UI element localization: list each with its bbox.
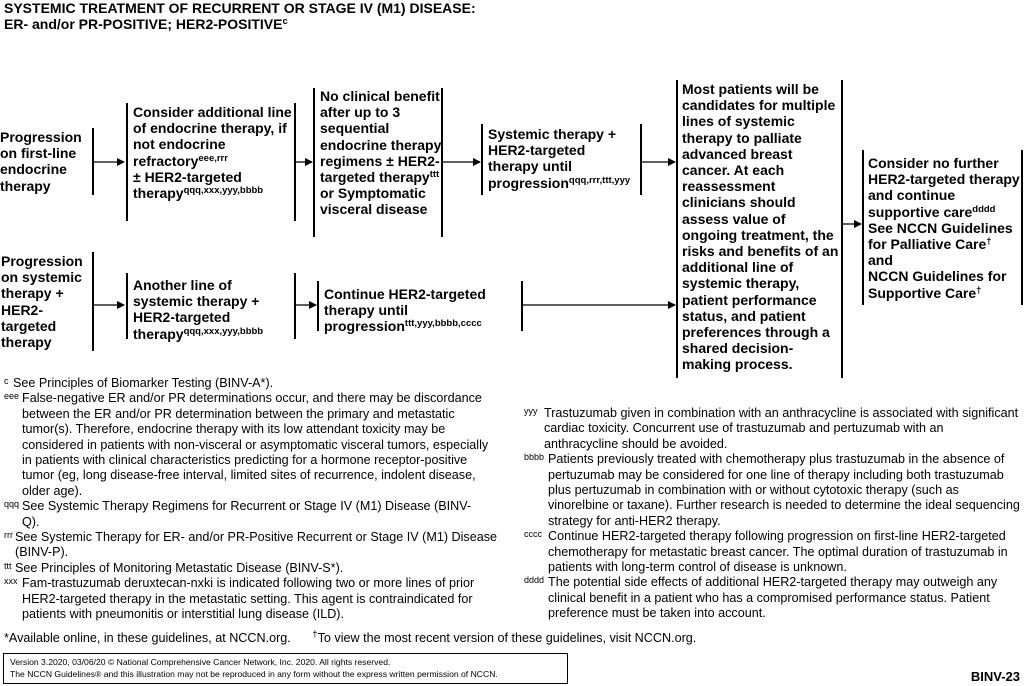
footnote-qqq (4, 499, 514, 530)
footnote-key: yyy (524, 406, 538, 416)
another-line-box (133, 277, 293, 342)
continue-her2-text: Continue HER2-targeted therapy until progression (324, 286, 486, 335)
online-note-text: *Available online, in these guidelines, at NCCN.org. (4, 631, 291, 645)
no-clinical-benefit-box (320, 88, 445, 218)
footnote-yyy (524, 406, 1020, 452)
bracket-bar (841, 80, 843, 378)
bracket-bar (521, 281, 523, 331)
copyright-line-2: The NCCN Guidelines® and this illustration may not be reproduced in any form without the express written permission of NCCN. (10, 669, 498, 679)
footnote-ttt (4, 561, 514, 576)
bracket-bar (640, 124, 642, 195)
consider-endocrine-text: Consider additional line of endocrine therapy, if not endocrine refractory (133, 104, 292, 169)
footnote-ref: ttt,yyy,bbbb,cccc (404, 318, 482, 330)
bracket-bar (126, 103, 128, 221)
footnote-ref: † (312, 629, 318, 640)
bracket-bar (481, 124, 483, 195)
footnote-key: bbbb (524, 452, 545, 463)
final-text-1: Consider no further HER2-targeted therapy and continue supportive care (868, 155, 1020, 220)
bracket-bar (126, 273, 128, 339)
footnote-key: dddd (524, 575, 545, 586)
recent-note-text: To view the most recent version of these guidelines, visit NCCN.org. (317, 631, 697, 645)
footnote-key: eee (4, 391, 20, 402)
bracket-bar (92, 252, 94, 351)
footnote-ref: c (282, 16, 288, 27)
bracket-bar (313, 88, 315, 237)
another-line-text: Another line of systemic therapy + HER2-targeted therapy (133, 277, 260, 342)
footnote-text: The potential side effects of additional HER2-targeted therapy may outweigh any clinical benefit in a patient who has a compromised performance status. Patient preference must be taken into account. (548, 575, 998, 621)
footnote-key: cccc (524, 529, 542, 540)
bracket-bar (676, 80, 678, 378)
footnote-xxx (4, 576, 514, 622)
most-patients-box: Most patients will be candidates for multiple lines of systemic therapy to palliate advanced breast cancer. At each reassessment clinicians should assess value of ongoing treatment, the risks and benefits of an additional line of systemic therapy, patient performance status, and patient preferences through a shared decision-making process. (682, 81, 839, 373)
footnote-c (4, 376, 514, 391)
bracket-bar (294, 103, 296, 221)
footnote-text: Continue HER2-targeted therapy following progression on first-line HER2-targeted chemotherapy for metastatic breast cancer. The optimal duration of trastuzumab in patients with long-term control of disease is unknown. (548, 529, 1008, 575)
consider-endocrine-text-2: ± HER2-targeted therapy (133, 168, 242, 202)
footnote-ref: † (976, 284, 982, 296)
footnote-rrr (4, 530, 514, 561)
systemic-therapy-text: Systemic therapy + HER2-targeted therapy until progression (488, 126, 617, 191)
no-clinical-benefit-text-2: or Symptomatic visceral disease (320, 185, 428, 218)
footnote-ref: qqq,xxx,yyy,bbbb (183, 325, 264, 337)
footnote-ref: † (986, 236, 992, 248)
start-box-first-line: Progression on first-line endocrine therapy (0, 129, 82, 194)
page-title: SYSTEMIC TREATMENT OF RECURRENT OR STAGE IV (M1) DISEASE: (4, 0, 476, 16)
footnote-dddd (524, 575, 1020, 621)
bracket-bar (317, 281, 319, 331)
footnote-ref: ttt (429, 169, 440, 181)
footnote-cccc (524, 529, 1020, 575)
bracket-bar (862, 150, 864, 305)
footnote-key: ttt (4, 560, 12, 571)
footnote-ref: qqq,rrr,ttt,yyy (568, 174, 631, 186)
footnote-ref: qqq,xxx,yyy,bbbb (183, 185, 264, 197)
footnote-text: See Principles of Monitoring Metastatic Disease (BINV-S*). (15, 560, 344, 575)
no-clinical-benefit-text: No clinical benefit after up to 3 sequential endocrine therapy regimens ± HER2-targeted therapy (320, 88, 442, 186)
footnote-text: See Principles of Biomarker Testing (BINV-A*). (13, 376, 274, 390)
start-box-systemic: Progression on systemic therapy + HER2-targeted therapy (1, 253, 83, 351)
page-subtitle-text: ER- and/or PR-POSITIVE; HER2-POSITIVE (4, 16, 283, 32)
copyright-line: Version 3.2020, 03/06/20 © National Comprehensive Cancer Network, Inc. 2020. All rights reserved. (10, 657, 391, 667)
page-id: BINV-23 (970, 669, 1020, 684)
footnote-key: rrr (4, 530, 13, 541)
systemic-therapy-box (488, 126, 638, 191)
continue-her2-box (324, 286, 519, 335)
footnote-key: qqq (4, 499, 20, 510)
final-text-3: and (868, 252, 893, 269)
bracket-bar (294, 273, 296, 339)
copyright-footer (3, 653, 568, 684)
footnote-text: Fam-trastuzumab deruxtecan-nxki is indicated following two or more lines of prior HER2-targeted therapy in the metastatic setting. This agent is contraindicated for patients with pneumonitis or interstitial lung disease (ILD). (22, 576, 475, 622)
footnote-text: False-negative ER and/or PR determinations occur, and there may be discordance between the ER and/or PR determination between the primary and metastatic tumor(s). Therefore, endocrine therapy with its low attendant toxicity may be considered in patients with non-visceral or asymptomatic visceral tumors, especially in patients with clinical characteristics predicting for a hormone receptor-positive tumor (eg, long disease-free interval, limited sites of recurrence, indolent disease, older age). (22, 391, 489, 498)
footnote-key: c (4, 376, 9, 386)
footnote-text: Patients previously treated with chemotherapy plus trastuzumab in the absence of pertuzumab may be considered for one line of therapy including both trastuzumab plus pertuzumab in combination with or without cytotoxic therapy (such as vinorelbine or taxane). Further research is needed to determine the ideal sequencing strategy for anti-HER2 therapy. (548, 452, 1020, 528)
footnote-key: xxx (4, 576, 18, 587)
online-note (4, 631, 696, 645)
final-text-2: See NCCN Guidelines for Palliative Care (868, 219, 1013, 253)
footnote-text: See Systemic Therapy for ER- and/or PR-Positive Recurrent or Stage IV (M1) Disease (BINV-P). (15, 530, 498, 560)
footnote-ref: dddd (972, 203, 996, 215)
footnotes-right (524, 406, 1020, 622)
footnote-text: See Systemic Therapy Regimens for Recurrent or Stage IV (M1) Disease (BINV-Q). (22, 499, 472, 529)
footnotes-left (4, 376, 514, 623)
footnote-eee (4, 391, 514, 499)
footnote-text: Trastuzumab given in combination with an anthracycline is associated with significant cardiac toxicity. Concurrent use of trastuzumab and pertuzumab with an anthracycline should be avoided. (544, 406, 1019, 451)
final-recommendation-box (868, 155, 1024, 301)
footnote-ref: eee,rrr (198, 152, 228, 164)
bracket-bar (92, 128, 94, 195)
final-text-4: NCCN Guidelines for Supportive Care (868, 268, 1007, 301)
footnote-bbbb (524, 452, 1020, 529)
consider-endocrine-box (133, 104, 293, 201)
